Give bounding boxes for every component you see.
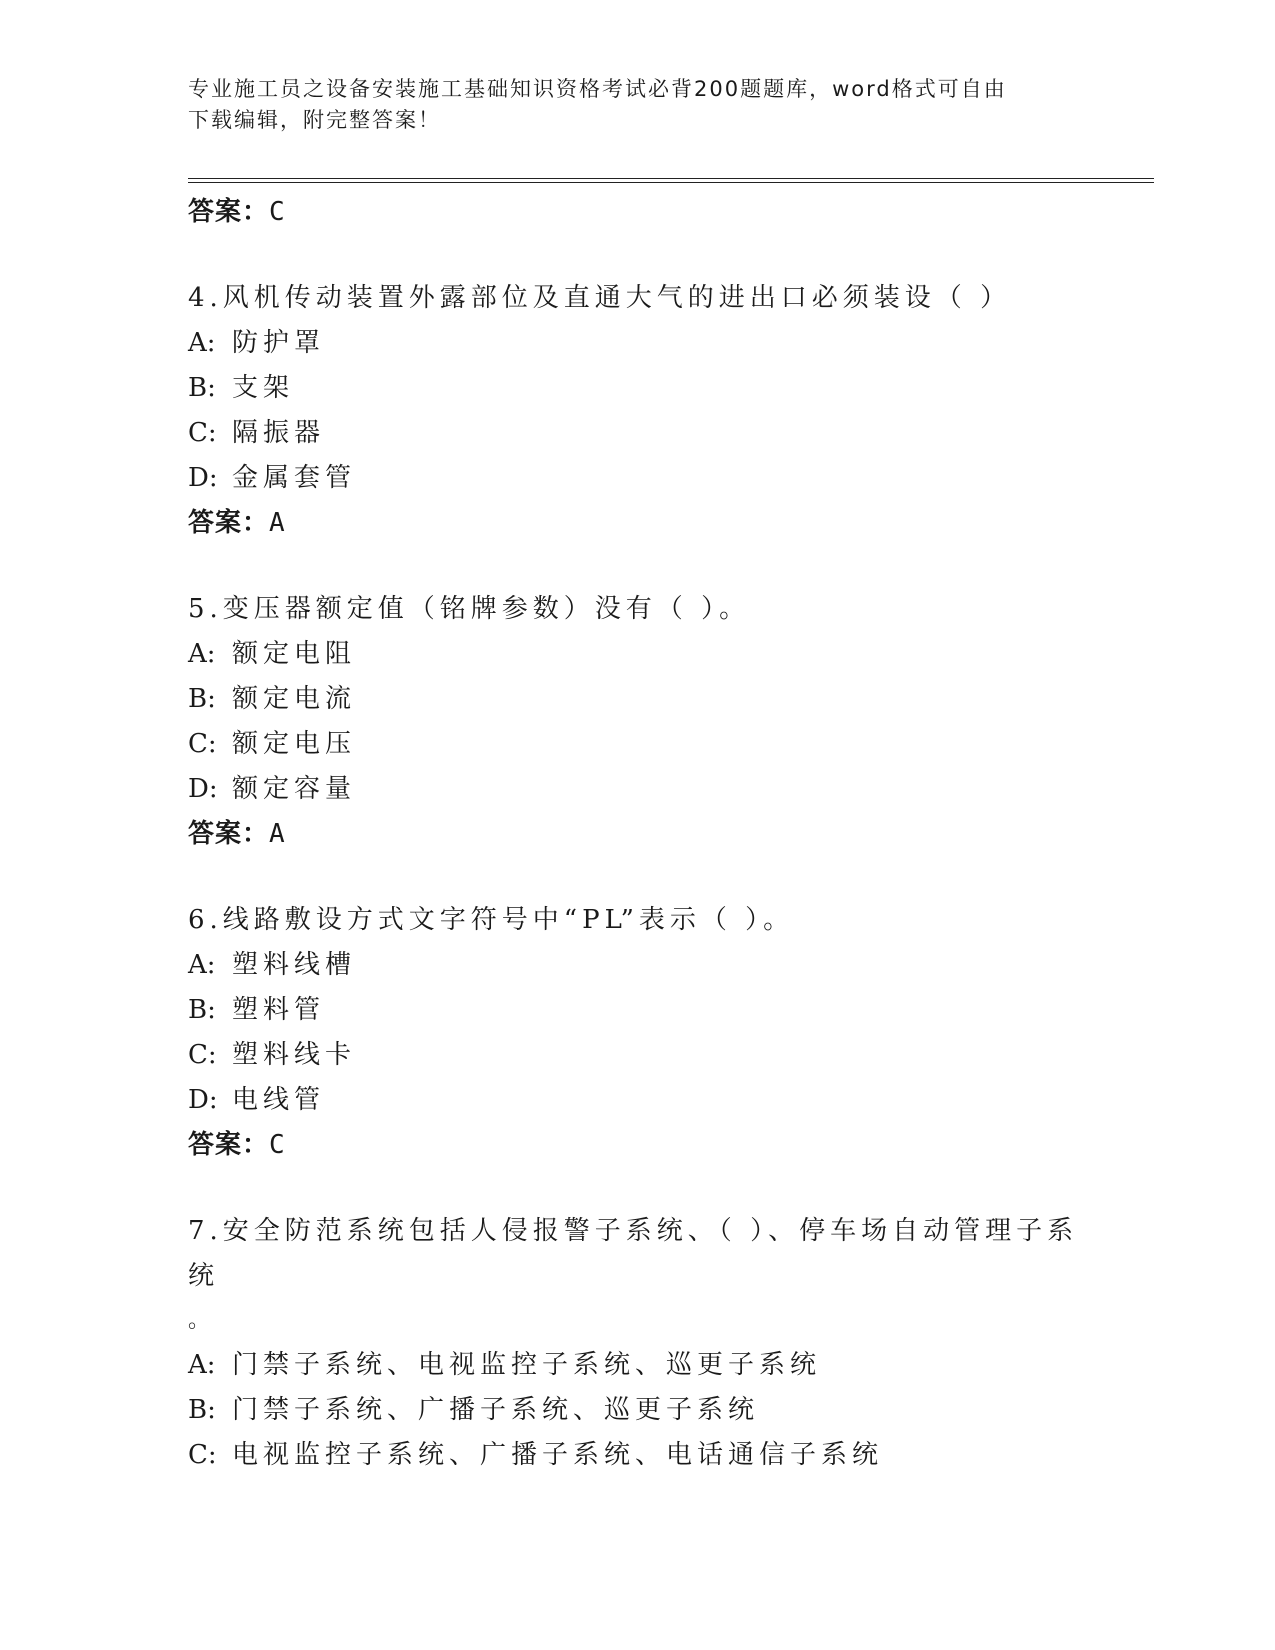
option-d <box>188 1078 1108 1123</box>
option-a <box>188 943 1108 988</box>
option-text: 门禁子系统、电视监控子系统、巡更子系统 <box>232 1350 822 1380</box>
question-item <box>188 587 1108 856</box>
answer-label: 答案： <box>188 508 270 538</box>
option-letter: D: <box>188 774 218 804</box>
question-text: 6.线路敷设方式文字符号中“PL”表示（ ）。 <box>188 905 795 935</box>
option-letter: C: <box>188 1040 217 1070</box>
question-text: 5.变压器额定值（铭牌参数）没有（ ）。 <box>188 594 751 624</box>
option-text: 额定电阻 <box>232 639 357 669</box>
option-text: 塑料线卡 <box>232 1040 357 1070</box>
answer-line <box>188 501 1108 545</box>
answer-label: 答案： <box>188 819 270 849</box>
option-text: 额定电压 <box>232 729 357 759</box>
option-b <box>188 366 1108 411</box>
option-b <box>188 1388 1108 1433</box>
option-c <box>188 1433 1108 1478</box>
answer-value: C <box>269 197 286 227</box>
answer-line <box>188 812 1108 856</box>
answer-label: 答案： <box>188 197 270 227</box>
option-letter: D: <box>188 1085 218 1115</box>
option-text: 额定电流 <box>232 684 357 714</box>
option-text: 塑料线槽 <box>232 950 357 980</box>
option-text: 金属套管 <box>232 463 357 493</box>
option-letter: A: <box>188 639 216 669</box>
answer-value: A <box>269 508 286 538</box>
question-item <box>188 898 1108 1167</box>
option-a <box>188 1343 1108 1388</box>
question-text: 7.安全防范系统包括人侵报警子系统、（ ）、停车场自动管理子系统 <box>188 1216 1079 1291</box>
option-letter: C: <box>188 418 217 448</box>
option-a <box>188 321 1108 366</box>
option-letter: A: <box>188 328 216 358</box>
question-text-continued: 。 <box>188 1308 216 1333</box>
option-letter: B: <box>188 373 216 403</box>
document-header <box>188 74 1068 136</box>
option-text: 塑料管 <box>232 995 326 1025</box>
option-text: 门禁子系统、广播子系统、巡更子系统 <box>232 1395 760 1425</box>
option-c <box>188 411 1108 456</box>
option-letter: D: <box>188 463 218 493</box>
option-letter: B: <box>188 1395 216 1425</box>
option-text: 电视监控子系统、广播子系统、电话通信子系统 <box>232 1440 884 1470</box>
header-line-2: 下载编辑，附完整答案！ <box>188 108 441 132</box>
option-letter: B: <box>188 995 216 1025</box>
option-text: 隔振器 <box>232 418 326 448</box>
answer-value: A <box>269 819 286 849</box>
option-c <box>188 722 1108 767</box>
option-letter: C: <box>188 1440 217 1470</box>
answer-label: 答案： <box>188 1130 270 1160</box>
option-letter: C: <box>188 729 217 759</box>
option-d <box>188 767 1108 812</box>
question-text: 4.风机传动装置外露部位及直通大气的进出口必须装设（ ） <box>188 283 1012 313</box>
option-b <box>188 988 1108 1033</box>
answer-line <box>188 190 1108 234</box>
answer-value: C <box>269 1130 286 1160</box>
option-text: 额定容量 <box>232 774 357 804</box>
option-text: 防护罩 <box>232 328 326 358</box>
option-text: 支架 <box>232 373 295 403</box>
option-letter: A: <box>188 950 216 980</box>
question-list <box>188 190 1108 1478</box>
option-b <box>188 677 1108 722</box>
option-text: 电线管 <box>232 1085 326 1115</box>
option-d <box>188 456 1108 501</box>
option-c <box>188 1033 1108 1078</box>
header-divider <box>188 178 1154 183</box>
option-letter: A: <box>188 1350 216 1380</box>
question-item <box>188 276 1108 545</box>
header-line-1: 专业施工员之设备安装施工基础知识资格考试必背200题题库，word格式可自由 <box>188 77 1007 101</box>
option-letter: B: <box>188 684 216 714</box>
option-a <box>188 632 1108 677</box>
answer-line <box>188 1123 1108 1167</box>
question-item <box>188 1209 1108 1478</box>
